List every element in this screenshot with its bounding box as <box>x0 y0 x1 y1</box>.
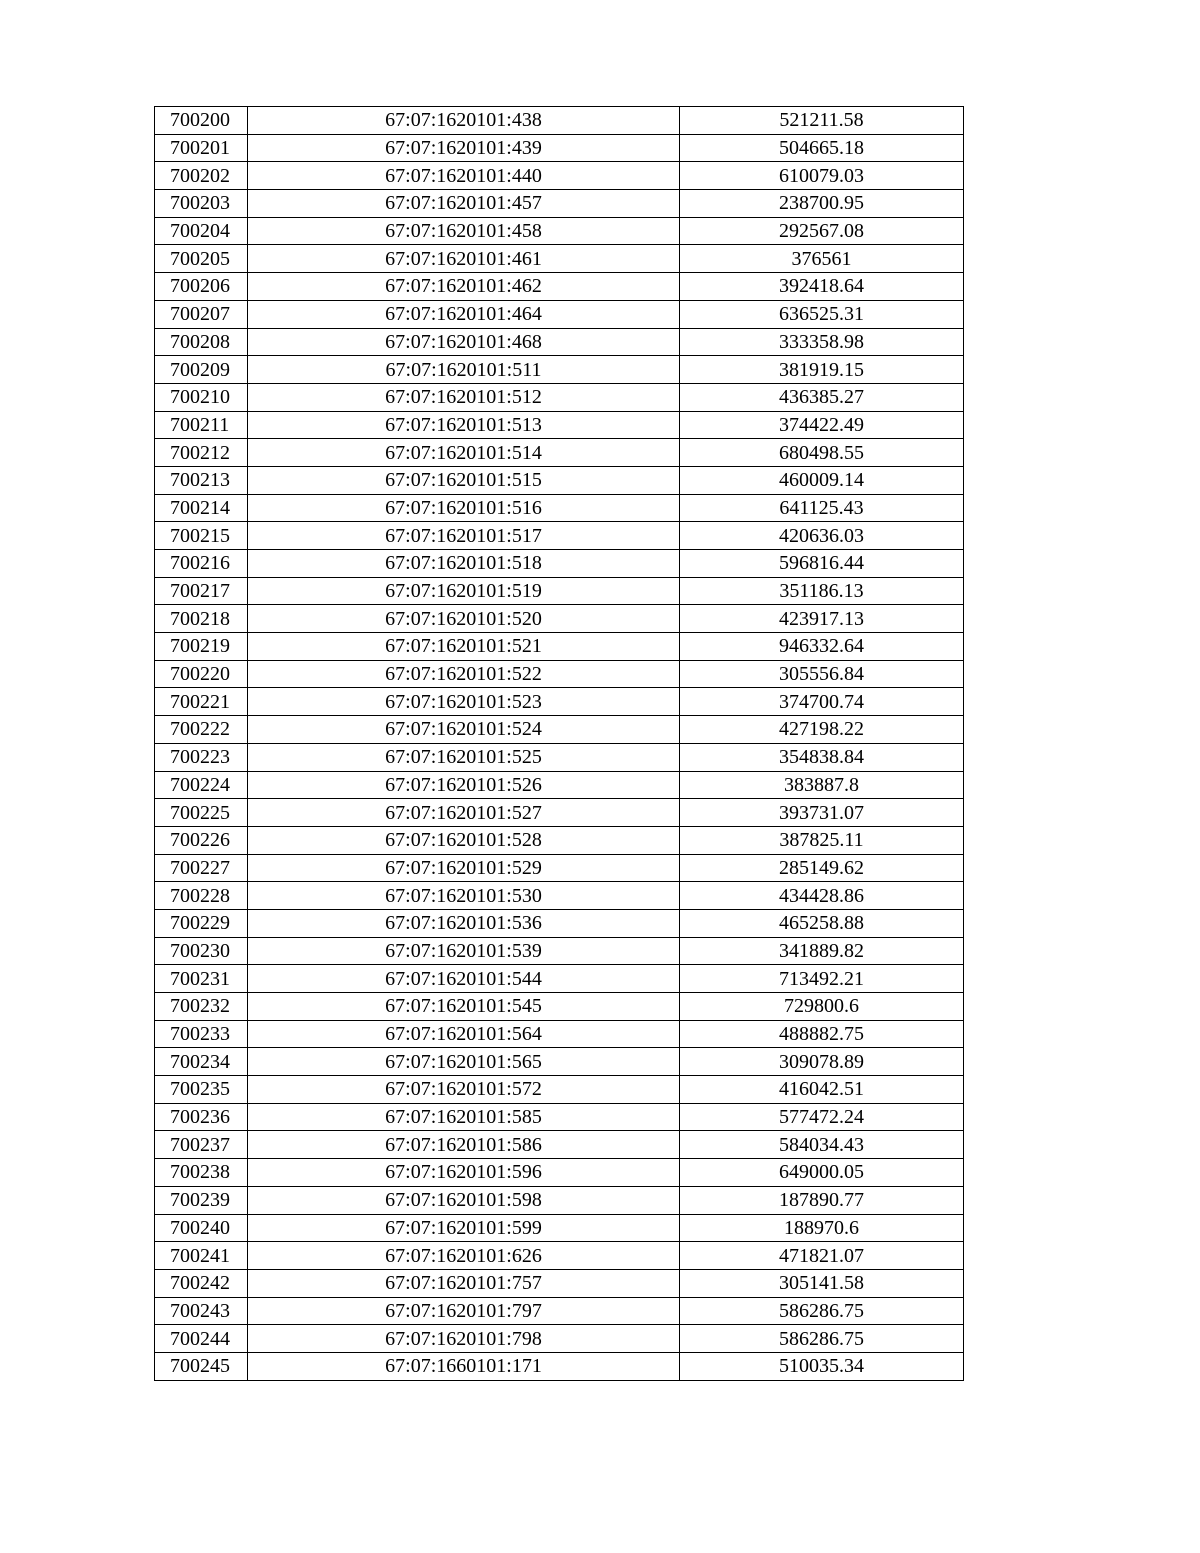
table-row <box>155 411 964 439</box>
cadastral-number-cell: 67:07:1620101:586 <box>248 1131 680 1159</box>
cadastral-number-cell: 67:07:1620101:511 <box>248 356 680 384</box>
cadastral-number-cell: 67:07:1620101:539 <box>248 937 680 965</box>
row-number-cell: 700210 <box>155 383 248 411</box>
table-row <box>155 1076 964 1104</box>
row-number-cell: 700220 <box>155 660 248 688</box>
row-number-cell: 700226 <box>155 826 248 854</box>
table-row <box>155 882 964 910</box>
cadastral-number-cell: 67:07:1620101:462 <box>248 273 680 301</box>
value-cell: 188970.6 <box>680 1214 964 1242</box>
cadastral-number-cell: 67:07:1620101:522 <box>248 660 680 688</box>
value-cell: 383887.8 <box>680 771 964 799</box>
value-cell: 577472.24 <box>680 1103 964 1131</box>
table-row <box>155 799 964 827</box>
table-row <box>155 356 964 384</box>
row-number-cell: 700204 <box>155 217 248 245</box>
value-cell: 238700.95 <box>680 190 964 218</box>
value-cell: 305141.58 <box>680 1269 964 1297</box>
table-row <box>155 1131 964 1159</box>
cadastral-number-cell: 67:07:1620101:536 <box>248 909 680 937</box>
row-number-cell: 700229 <box>155 909 248 937</box>
row-number-cell: 700221 <box>155 688 248 716</box>
row-number-cell: 700222 <box>155 716 248 744</box>
value-cell: 680498.55 <box>680 439 964 467</box>
value-cell: 381919.15 <box>680 356 964 384</box>
cadastral-number-cell: 67:07:1620101:564 <box>248 1020 680 1048</box>
cadastral-number-cell: 67:07:1620101:565 <box>248 1048 680 1076</box>
table-row <box>155 854 964 882</box>
row-number-cell: 700207 <box>155 300 248 328</box>
table-row <box>155 245 964 273</box>
value-cell: 187890.77 <box>680 1186 964 1214</box>
table-row <box>155 577 964 605</box>
row-number-cell: 700230 <box>155 937 248 965</box>
row-number-cell: 700202 <box>155 162 248 190</box>
row-number-cell: 700214 <box>155 494 248 522</box>
value-cell: 510035.34 <box>680 1352 964 1380</box>
cadastral-number-cell: 67:07:1620101:513 <box>248 411 680 439</box>
row-number-cell: 700219 <box>155 633 248 661</box>
table-row <box>155 1103 964 1131</box>
value-cell: 584034.43 <box>680 1131 964 1159</box>
table-row <box>155 633 964 661</box>
cadastral-number-cell: 67:07:1620101:518 <box>248 550 680 578</box>
value-cell: 292567.08 <box>680 217 964 245</box>
value-cell: 596816.44 <box>680 550 964 578</box>
cadastral-number-cell: 67:07:1620101:626 <box>248 1242 680 1270</box>
row-number-cell: 700201 <box>155 134 248 162</box>
value-cell: 471821.07 <box>680 1242 964 1270</box>
table-row <box>155 383 964 411</box>
row-number-cell: 700240 <box>155 1214 248 1242</box>
table-row <box>155 1325 964 1353</box>
table-row <box>155 1159 964 1187</box>
value-cell: 376561 <box>680 245 964 273</box>
cadastral-number-cell: 67:07:1620101:458 <box>248 217 680 245</box>
row-number-cell: 700216 <box>155 550 248 578</box>
table-row <box>155 1048 964 1076</box>
table-row <box>155 439 964 467</box>
value-cell: 713492.21 <box>680 965 964 993</box>
value-cell: 649000.05 <box>680 1159 964 1187</box>
row-number-cell: 700215 <box>155 522 248 550</box>
row-number-cell: 700243 <box>155 1297 248 1325</box>
table-row <box>155 107 964 135</box>
value-cell: 636525.31 <box>680 300 964 328</box>
table-row <box>155 217 964 245</box>
cadastral-number-cell: 67:07:1620101:517 <box>248 522 680 550</box>
table-row <box>155 743 964 771</box>
cadastral-number-cell: 67:07:1620101:512 <box>248 383 680 411</box>
value-cell: 488882.75 <box>680 1020 964 1048</box>
table-row <box>155 273 964 301</box>
cadastral-number-cell: 67:07:1620101:438 <box>248 107 680 135</box>
table-row <box>155 328 964 356</box>
value-cell: 333358.98 <box>680 328 964 356</box>
table-row <box>155 965 964 993</box>
cadastral-number-cell: 67:07:1620101:523 <box>248 688 680 716</box>
cadastral-number-cell: 67:07:1620101:530 <box>248 882 680 910</box>
row-number-cell: 700223 <box>155 743 248 771</box>
table-row <box>155 466 964 494</box>
value-cell: 521211.58 <box>680 107 964 135</box>
value-cell: 504665.18 <box>680 134 964 162</box>
value-cell: 374700.74 <box>680 688 964 716</box>
row-number-cell: 700245 <box>155 1352 248 1380</box>
row-number-cell: 700241 <box>155 1242 248 1270</box>
cadastral-number-cell: 67:07:1620101:461 <box>248 245 680 273</box>
table-row <box>155 1352 964 1380</box>
value-cell: 387825.11 <box>680 826 964 854</box>
cadastral-number-cell: 67:07:1620101:526 <box>248 771 680 799</box>
row-number-cell: 700244 <box>155 1325 248 1353</box>
row-number-cell: 700227 <box>155 854 248 882</box>
cadastral-number-cell: 67:07:1620101:598 <box>248 1186 680 1214</box>
value-cell: 946332.64 <box>680 633 964 661</box>
row-number-cell: 700231 <box>155 965 248 993</box>
row-number-cell: 700203 <box>155 190 248 218</box>
row-number-cell: 700242 <box>155 1269 248 1297</box>
row-number-cell: 700236 <box>155 1103 248 1131</box>
table-row <box>155 1242 964 1270</box>
row-number-cell: 700208 <box>155 328 248 356</box>
table-row <box>155 660 964 688</box>
value-cell: 416042.51 <box>680 1076 964 1104</box>
table-row <box>155 1020 964 1048</box>
row-number-cell: 700225 <box>155 799 248 827</box>
cadastral-number-cell: 67:07:1620101:528 <box>248 826 680 854</box>
table-row <box>155 1297 964 1325</box>
value-cell: 392418.64 <box>680 273 964 301</box>
value-cell: 436385.27 <box>680 383 964 411</box>
row-number-cell: 700238 <box>155 1159 248 1187</box>
value-cell: 586286.75 <box>680 1297 964 1325</box>
table-row <box>155 937 964 965</box>
value-cell: 427198.22 <box>680 716 964 744</box>
table-row <box>155 1269 964 1297</box>
value-cell: 586286.75 <box>680 1325 964 1353</box>
row-number-cell: 700211 <box>155 411 248 439</box>
cadastral-number-cell: 67:07:1620101:516 <box>248 494 680 522</box>
table-row <box>155 1186 964 1214</box>
value-cell: 610079.03 <box>680 162 964 190</box>
cadastral-number-cell: 67:07:1620101:439 <box>248 134 680 162</box>
row-number-cell: 700232 <box>155 993 248 1021</box>
value-cell: 423917.13 <box>680 605 964 633</box>
cadastral-number-cell: 67:07:1620101:440 <box>248 162 680 190</box>
cadastral-number-cell: 67:07:1620101:527 <box>248 799 680 827</box>
cadastral-number-cell: 67:07:1620101:457 <box>248 190 680 218</box>
value-cell: 465258.88 <box>680 909 964 937</box>
cadastral-number-cell: 67:07:1660101:171 <box>248 1352 680 1380</box>
cadastral-number-cell: 67:07:1620101:585 <box>248 1103 680 1131</box>
value-cell: 285149.62 <box>680 854 964 882</box>
row-number-cell: 700234 <box>155 1048 248 1076</box>
cadastral-number-cell: 67:07:1620101:514 <box>248 439 680 467</box>
row-number-cell: 700239 <box>155 1186 248 1214</box>
cadastral-number-cell: 67:07:1620101:521 <box>248 633 680 661</box>
cadastral-number-cell: 67:07:1620101:529 <box>248 854 680 882</box>
row-number-cell: 700200 <box>155 107 248 135</box>
row-number-cell: 700233 <box>155 1020 248 1048</box>
table-row <box>155 190 964 218</box>
table-row <box>155 300 964 328</box>
value-cell: 305556.84 <box>680 660 964 688</box>
cadastral-number-cell: 67:07:1620101:525 <box>248 743 680 771</box>
table-row <box>155 993 964 1021</box>
table-row <box>155 134 964 162</box>
table-row <box>155 550 964 578</box>
value-cell: 420636.03 <box>680 522 964 550</box>
row-number-cell: 700205 <box>155 245 248 273</box>
value-cell: 641125.43 <box>680 494 964 522</box>
value-cell: 351186.13 <box>680 577 964 605</box>
table-row <box>155 909 964 937</box>
row-number-cell: 700218 <box>155 605 248 633</box>
value-cell: 460009.14 <box>680 466 964 494</box>
row-number-cell: 700212 <box>155 439 248 467</box>
table-row <box>155 688 964 716</box>
value-cell: 309078.89 <box>680 1048 964 1076</box>
table-row <box>155 522 964 550</box>
value-cell: 393731.07 <box>680 799 964 827</box>
table-row <box>155 826 964 854</box>
cadastral-number-cell: 67:07:1620101:797 <box>248 1297 680 1325</box>
cadastral-number-cell: 67:07:1620101:468 <box>248 328 680 356</box>
row-number-cell: 700235 <box>155 1076 248 1104</box>
cadastral-number-cell: 67:07:1620101:545 <box>248 993 680 1021</box>
table-row <box>155 716 964 744</box>
value-cell: 341889.82 <box>680 937 964 965</box>
value-cell: 354838.84 <box>680 743 964 771</box>
value-cell: 434428.86 <box>680 882 964 910</box>
cadastral-number-cell: 67:07:1620101:524 <box>248 716 680 744</box>
value-cell: 729800.6 <box>680 993 964 1021</box>
cadastral-number-cell: 67:07:1620101:596 <box>248 1159 680 1187</box>
table-body <box>155 107 964 1381</box>
row-number-cell: 700217 <box>155 577 248 605</box>
row-number-cell: 700213 <box>155 466 248 494</box>
row-number-cell: 700224 <box>155 771 248 799</box>
cadastral-number-cell: 67:07:1620101:544 <box>248 965 680 993</box>
cadastral-number-cell: 67:07:1620101:520 <box>248 605 680 633</box>
row-number-cell: 700206 <box>155 273 248 301</box>
cadastral-number-cell: 67:07:1620101:519 <box>248 577 680 605</box>
cadastral-number-cell: 67:07:1620101:757 <box>248 1269 680 1297</box>
table-row <box>155 162 964 190</box>
row-number-cell: 700228 <box>155 882 248 910</box>
cadastral-number-cell: 67:07:1620101:599 <box>248 1214 680 1242</box>
data-table <box>154 106 964 1381</box>
row-number-cell: 700237 <box>155 1131 248 1159</box>
cadastral-number-cell: 67:07:1620101:515 <box>248 466 680 494</box>
cadastral-number-cell: 67:07:1620101:572 <box>248 1076 680 1104</box>
value-cell: 374422.49 <box>680 411 964 439</box>
row-number-cell: 700209 <box>155 356 248 384</box>
table-row <box>155 1214 964 1242</box>
cadastral-number-cell: 67:07:1620101:798 <box>248 1325 680 1353</box>
table-row <box>155 494 964 522</box>
table-row <box>155 771 964 799</box>
table-row <box>155 605 964 633</box>
cadastral-number-cell: 67:07:1620101:464 <box>248 300 680 328</box>
